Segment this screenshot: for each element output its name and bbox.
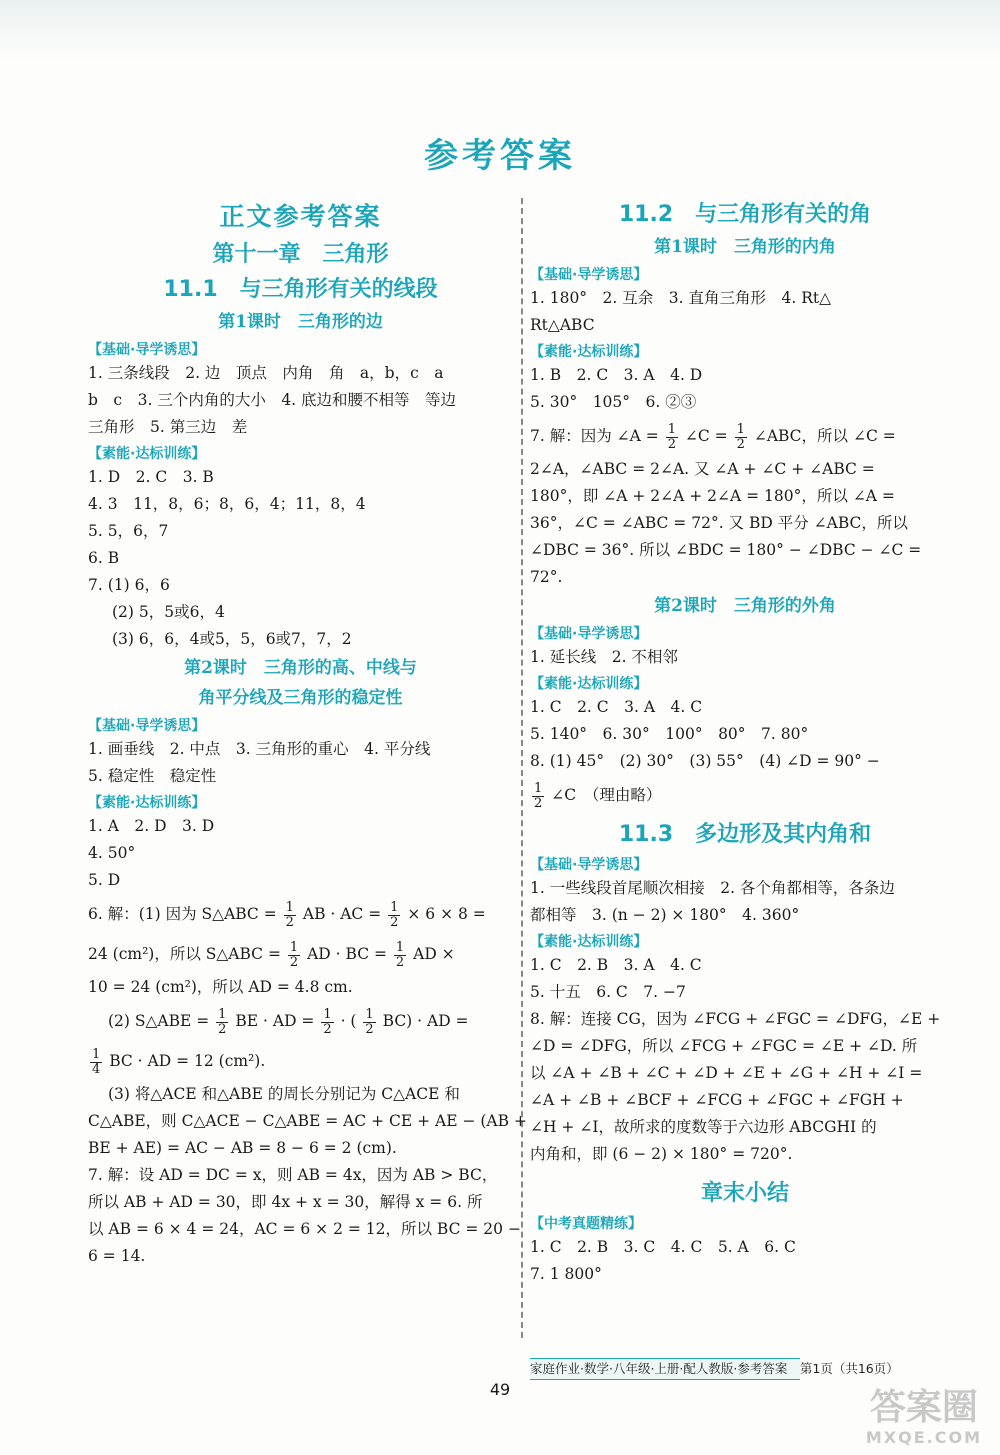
answer-line: 10 = 24 (cm²)，所以 AD = 4.8 cm. [88, 978, 353, 996]
answer-line: 4. 3 11，8，6；8，6，4；11，8，4 [88, 495, 366, 513]
fraction-half: $\frac{1}{2}$ [285, 899, 294, 930]
l1-skill-list [88, 464, 513, 653]
section-title-11-3: 11.3 多边形及其内角和 [618, 822, 872, 847]
answer-line: b c 3. 三个内角的大小 4. 底边和腰不相等 等边 [88, 391, 457, 409]
lesson-title-2a: 第2课时 三角形的高、中线与 [184, 658, 417, 678]
answer-line: 5. 5，6，7 [88, 522, 169, 540]
q6-line-5 [88, 1041, 513, 1081]
formula-text: ∠C （理由略） [551, 786, 662, 804]
formula-text: BE · AD = [235, 1012, 315, 1030]
answer-line: 1. 三条线段 2. 边 顶点 内角 角 a，b，c a [88, 364, 444, 382]
fraction-half: $\frac{1}{2}$ [365, 1006, 374, 1037]
tag-basic: 【基础·导学诱思】 [88, 342, 206, 358]
fraction-half: $\frac{1}{2}$ [395, 939, 405, 970]
fraction-half: $\frac{1}{2}$ [667, 421, 676, 452]
answer-line: 6. B [88, 549, 120, 567]
formula-text: ∠ABC，所以 ∠C = [753, 427, 896, 445]
fraction-half: $\frac{1}{2}$ [736, 421, 745, 452]
answer-line: 72°. [530, 568, 563, 586]
formula-text: (2) S△ABE = [108, 1012, 210, 1030]
fraction-half: $\frac{1}{2}$ [289, 939, 299, 970]
formula-text: 6. 解：(1) 因为 S△ABC = [88, 905, 277, 923]
part-title: 正文参考答案 [219, 202, 382, 231]
chapter-title: 第十一章 三角形 [212, 242, 389, 267]
q6-line-4 [88, 1001, 513, 1041]
formula-text: AB · AC = [302, 905, 382, 923]
tag-skill: 【素能·达标训练】 [530, 344, 648, 360]
answer-line: 5. 稳定性 稳定性 [88, 767, 217, 785]
l1-basic-list [88, 360, 513, 441]
answer-line: 5. 30° 105° 6. ②③ [530, 393, 697, 411]
answer-line: 1. 延长线 2. 不相邻 [530, 648, 678, 666]
answer-line: (3) 将△ACE 和△ABE 的周长分别记为 C△ACE 和 [108, 1085, 460, 1103]
formula-text: BC) · AD = [382, 1012, 469, 1030]
answer-line: 以 ∠A + ∠B + ∠C + ∠D + ∠E + ∠G + ∠H + ∠I = [530, 1064, 923, 1082]
answer-line: C△ABE，则 C△ACE − C△ABE = AC + CE + AE − (AB + [88, 1112, 527, 1130]
l2-skill-list [88, 813, 513, 894]
answer-line: ∠D = ∠DFG，所以 ∠FCG + ∠FGC = ∠E + ∠D. 所 [530, 1037, 918, 1055]
left-column [88, 195, 527, 1270]
lesson-title-1: 第1课时 三角形的边 [218, 312, 383, 332]
column-divider [521, 198, 523, 1338]
fraction-half: $\frac{1}{2}$ [534, 780, 543, 811]
answer-line: 4. 50° [88, 844, 136, 862]
formula-text: AD · BC = [307, 945, 387, 963]
watermark-top: 答案圈 [869, 1387, 978, 1428]
answer-line: 7. 解：设 AD = DC = x，则 AB = 4x，因为 AB > BC， [88, 1166, 498, 1184]
answer-line: 5. 140° 6. 30° 100° 80° 7. 80° [530, 725, 809, 743]
answer-line: 1. B 2. C 3. A 4. D [530, 366, 703, 384]
tag-skill: 【素能·达标训练】 [530, 934, 648, 950]
answer-line: 1. 一些线段首尾顺次相接 2. 各个角都相等，各条边 [530, 879, 895, 897]
formula-text: BC · AD = 12 (cm²). [109, 1052, 266, 1070]
answer-line: (2) 5，5或6，4 [112, 603, 225, 621]
answer-line: 5. D [88, 871, 121, 889]
right-column [530, 195, 960, 1288]
formula-text: × 6 × 8 = [407, 905, 486, 923]
answer-line: 1. C 2. B 3. A 4. C [530, 956, 702, 974]
answer-line: 8. 解：连接 CG，因为 ∠FCG + ∠FGC = ∠DFG，∠E + [530, 1010, 941, 1028]
q8-tail [530, 775, 960, 815]
top-band [0, 0, 1000, 60]
tag-skill: 【素能·达标训练】 [530, 676, 648, 692]
answer-line: 1. C 2. B 3. C 4. C 5. A 6. C [530, 1238, 796, 1256]
section-title-11-2: 11.2 与三角形有关的角 [618, 202, 872, 227]
formula-text: AD × [413, 945, 455, 963]
page-number: 49 [489, 1380, 511, 1399]
tag-basic: 【基础·导学诱思】 [530, 857, 648, 873]
answer-line: 内角和，即 (6 − 2) × 180° = 720°. [530, 1145, 793, 1163]
formula-text: · ( [340, 1012, 357, 1030]
answer-line: (3) 6，6，4或5，5，6或7，7，2 [112, 630, 352, 648]
answer-line: 都相等 3. (n − 2) × 180° 4. 360° [530, 906, 800, 924]
answer-line: 6 = 14. [88, 1247, 146, 1265]
lesson-title-2: 第2课时 三角形的外角 [654, 596, 836, 616]
answer-line: 1. 画垂线 2. 中点 3. 三角形的重心 4. 平分线 [88, 740, 431, 758]
lesson-title-1: 第1课时 三角形的内角 [654, 237, 836, 257]
answer-line: 所以 AB + AD = 30，即 4x + x = 30，解得 x = 6. 所 [88, 1193, 483, 1211]
answer-line: 以 AB = 6 × 4 = 24，AC = 6 × 2 = 12，所以 BC = 20 − [88, 1220, 521, 1238]
q7-line-1 [530, 416, 960, 456]
watermark-bottom: MXQE.COM [865, 1428, 982, 1447]
answer-line: 7. (1) 6，6 [88, 576, 170, 594]
page-title: 参考答案 [424, 136, 576, 176]
answer-line: BE + AE) = AC − AB = 8 − 6 = 2 (cm). [88, 1139, 397, 1157]
answer-line: 8. (1) 45° (2) 30° (3) 55° (4) ∠D = 90° − [530, 752, 880, 770]
lesson-title-2b: 角平分线及三角形的稳定性 [198, 688, 403, 708]
answer-line: 1. A 2. D 3. D [88, 817, 215, 835]
formula-text: ∠C = [684, 427, 728, 445]
answer-line: Rt△ABC [530, 316, 595, 334]
formula-text: 24 (cm²)，所以 S△ABC = [88, 945, 281, 963]
summary-title: 章末小结 [700, 1181, 789, 1206]
tag-basic: 【基础·导学诱思】 [530, 626, 648, 642]
answer-line: 1. D 2. C 3. B [88, 468, 214, 486]
tag-basic: 【基础·导学诱思】 [88, 718, 206, 734]
answer-line: 5. 十五 6. C 7. −7 [530, 983, 686, 1001]
formula-text: 7. 解：因为 ∠A = [530, 427, 659, 445]
answer-line: 三角形 5. 第三边 差 [88, 418, 248, 436]
answer-line: ∠H + ∠I，故所求的度数等于六边形 ABCGHI 的 [530, 1118, 877, 1136]
fraction-quarter: $\frac{1}{4}$ [92, 1046, 101, 1077]
l2-basic-list [88, 736, 513, 790]
answer-line: 1. 180° 2. 互余 3. 直角三角形 4. Rt△ [530, 289, 832, 307]
answer-line: 180°，即 ∠A + 2∠A + 2∠A = 180°，所以 ∠A = [530, 487, 895, 505]
fraction-half: $\frac{1}{2}$ [323, 1006, 332, 1037]
fraction-half: $\frac{1}{2}$ [390, 899, 399, 930]
answer-line: 2∠A，∠ABC = 2∠A. 又 ∠A + ∠C + ∠ABC = [530, 460, 875, 478]
answer-line: 7. 1 800° [530, 1265, 602, 1283]
q6-line-1 [88, 894, 513, 934]
q6-line-2 [88, 934, 513, 974]
answer-line: 1. C 2. C 3. A 4. C [530, 698, 703, 716]
tag-skill: 【素能·达标训练】 [88, 446, 206, 462]
tag-exam: 【中考真题精练】 [530, 1216, 642, 1232]
section-title-11-1: 11.1 与三角形有关的线段 [163, 277, 438, 302]
fraction-half: $\frac{1}{2}$ [218, 1006, 227, 1037]
watermark-logo [866, 1388, 982, 1447]
tag-skill: 【素能·达标训练】 [88, 795, 206, 811]
tag-basic: 【基础·导学诱思】 [530, 267, 648, 283]
answer-line: ∠DBC = 36°. 所以 ∠BDC = 180° − ∠DBC − ∠C = [530, 541, 922, 559]
answer-line: 36°，∠C = ∠ABC = 72°. 又 BD 平分 ∠ABC，所以 [530, 514, 908, 532]
answer-line: ∠A + ∠B + ∠BCF + ∠FCG + ∠FGC + ∠FGH + [530, 1091, 904, 1109]
page-footer: 家庭作业·数学·八年级·上册·配人教版·参考答案 第1页（共16页） [530, 1358, 800, 1380]
